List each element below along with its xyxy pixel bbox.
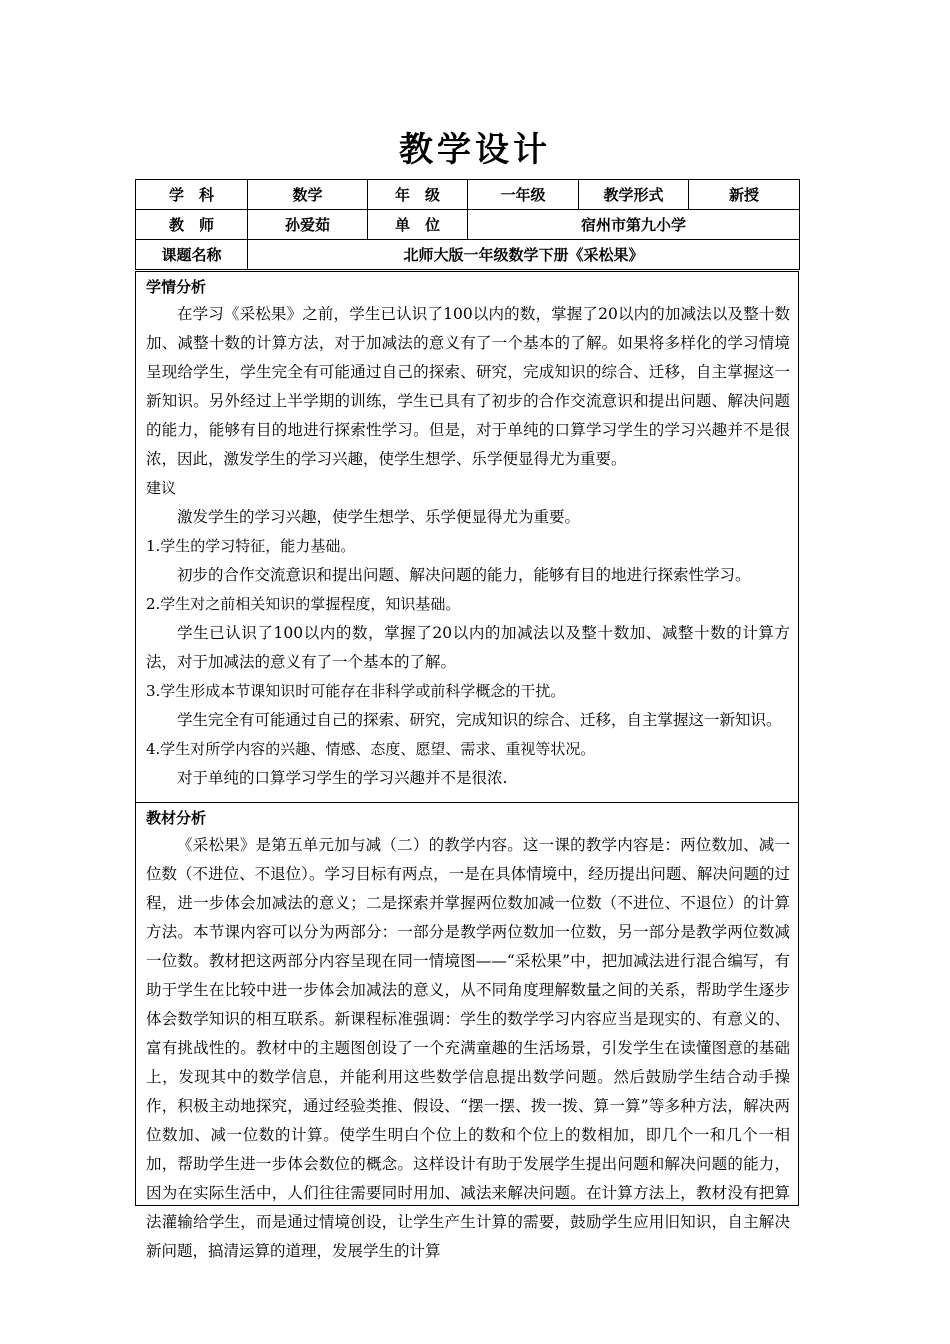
page-title: 教学设计 bbox=[399, 130, 551, 170]
section-heading: 教材分析 bbox=[146, 809, 207, 827]
table-row bbox=[136, 210, 800, 240]
item-text: 初步的合作交流意识和提出问题、解决问题的能力，能够有目的地进行探索性学习。 bbox=[177, 566, 751, 584]
item-text: 学生完全有可能通过自己的探索、研究，完成知识的综合、迁移，自主掌握这一新知识。 bbox=[177, 711, 782, 729]
teacher-value: 孙爱茹 bbox=[248, 210, 368, 240]
suggest-text: 激发学生的学习兴趣，使学生想学、乐学便显得尤为重要。 bbox=[177, 508, 581, 526]
learner-analysis-text: 在学习《采松果》之前，学生已认识了100以内的数，掌握了20以内的加减法以及整十数加、减整十数的计算方法，对于加减法的意义有了一个基本的了解。如果将多样化的学习情境呈现给学生，学生完全有可能通过自己的探索、研究，完成知识的综合、迁移，自主掌握这一新知识。另外经过上半学期的训练，学生已具有了初步的合作交流意识和提出问题、解决问题的能力，能够有目的地进行探索性学习。但是，对于单纯的口算学习学生的学习兴趣并不是很浓，因此，激发学生的学习兴趣，使学生想学、乐学便显得尤为重要。 bbox=[146, 305, 790, 468]
item-label: 2.学生对之前相关知识的掌握程度，知识基础。 bbox=[146, 595, 461, 613]
subject-value: 数学 bbox=[248, 180, 368, 210]
unit-label: 单 位 bbox=[368, 210, 468, 240]
textbook-analysis-section bbox=[135, 802, 799, 1260]
grade-value: 一年级 bbox=[468, 180, 579, 210]
table-row bbox=[136, 240, 800, 270]
form-label: 教学形式 bbox=[579, 180, 689, 210]
item-label: 3.学生形成本节课知识时可能存在非科学或前科学概念的干扰。 bbox=[146, 682, 566, 700]
table-row bbox=[136, 180, 800, 210]
learner-analysis-section bbox=[135, 271, 799, 803]
suggest-label: 建议 bbox=[146, 479, 177, 497]
item-text: 对于单纯的口算学习学生的学习兴趣并不是很浓. bbox=[177, 769, 508, 787]
topic-value: 北师大版一年级数学下册《采松果》 bbox=[248, 240, 800, 270]
item-text: 学生已认识了100以内的数，掌握了20以内的加减法以及整十数加、减整十数的计算方法，对于加减法的意义有了一个基本的了解。 bbox=[146, 624, 790, 671]
form-value: 新授 bbox=[689, 180, 800, 210]
topic-label: 课题名称 bbox=[136, 240, 248, 270]
teacher-label: 教 师 bbox=[136, 210, 248, 240]
unit-value: 宿州市第九小学 bbox=[468, 210, 800, 240]
item-label: 4.学生对所学内容的兴趣、情感、态度、愿望、需求、重视等状况。 bbox=[146, 740, 596, 758]
item-label: 1.学生的学习特征，能力基础。 bbox=[146, 537, 356, 555]
section-heading: 学情分析 bbox=[146, 278, 207, 296]
subject-label: 学 科 bbox=[136, 180, 248, 210]
grade-label: 年 级 bbox=[368, 180, 468, 210]
textbook-analysis-text: 《采松果》是第五单元加与减（二）的教学内容。这一课的教学内容是：两位数加、减一位数（不进位、不退位）。学习目标有两点，一是在具体情境中，经历提出问题、解决问题的过程，进一步体会加减法的意义；二是探索并掌握两位数加减一位数（不进位、不退位）的计算方法。本节课内容可以分为两部分：一部分是教学两位数加一位数，另一部分是教学两位数减一位数。教材把这两部分内容呈现在同一情境图——“采松果”中，把加减法进行混合编写，有助于学生在比较中进一步体会加减法的意义，从不同角度理解数量之间的关系，帮助学生逐步体会数学知识的相互联系。新课程标准强调：学生的数学学习内容应当是现实的、有意义的、富有挑战性的。教材中的主题图创设了一个充满童趣的生活场景，引发学生在读懂图意的基础上，发现其中的数学信息，并能利用这些数学信息提出数学问题。然后鼓励学生结合动手操作，积极主动地探究，通过经验类推、假设、“摆一摆、拨一拨、算一算”等多种方法，解决两位数加、减一位数的计算。使学生明白个位上的数和个位上的数相加，即几个一和几个一相加，帮助学生进一步体会数位的概念。这样设计有助于发展学生提出问题和解决问题的能力，因为在实际生活中，人们往往需要同时用加、减法来解决问题。在计算方法上，教材没有把算法灌输给学生，而是通过情境创设，让学生产生计算的需要，鼓励学生应用旧知识，自主解决新问题，搞清运算的道理，发展学生的计算 bbox=[146, 836, 790, 1260]
info-table bbox=[135, 179, 800, 270]
